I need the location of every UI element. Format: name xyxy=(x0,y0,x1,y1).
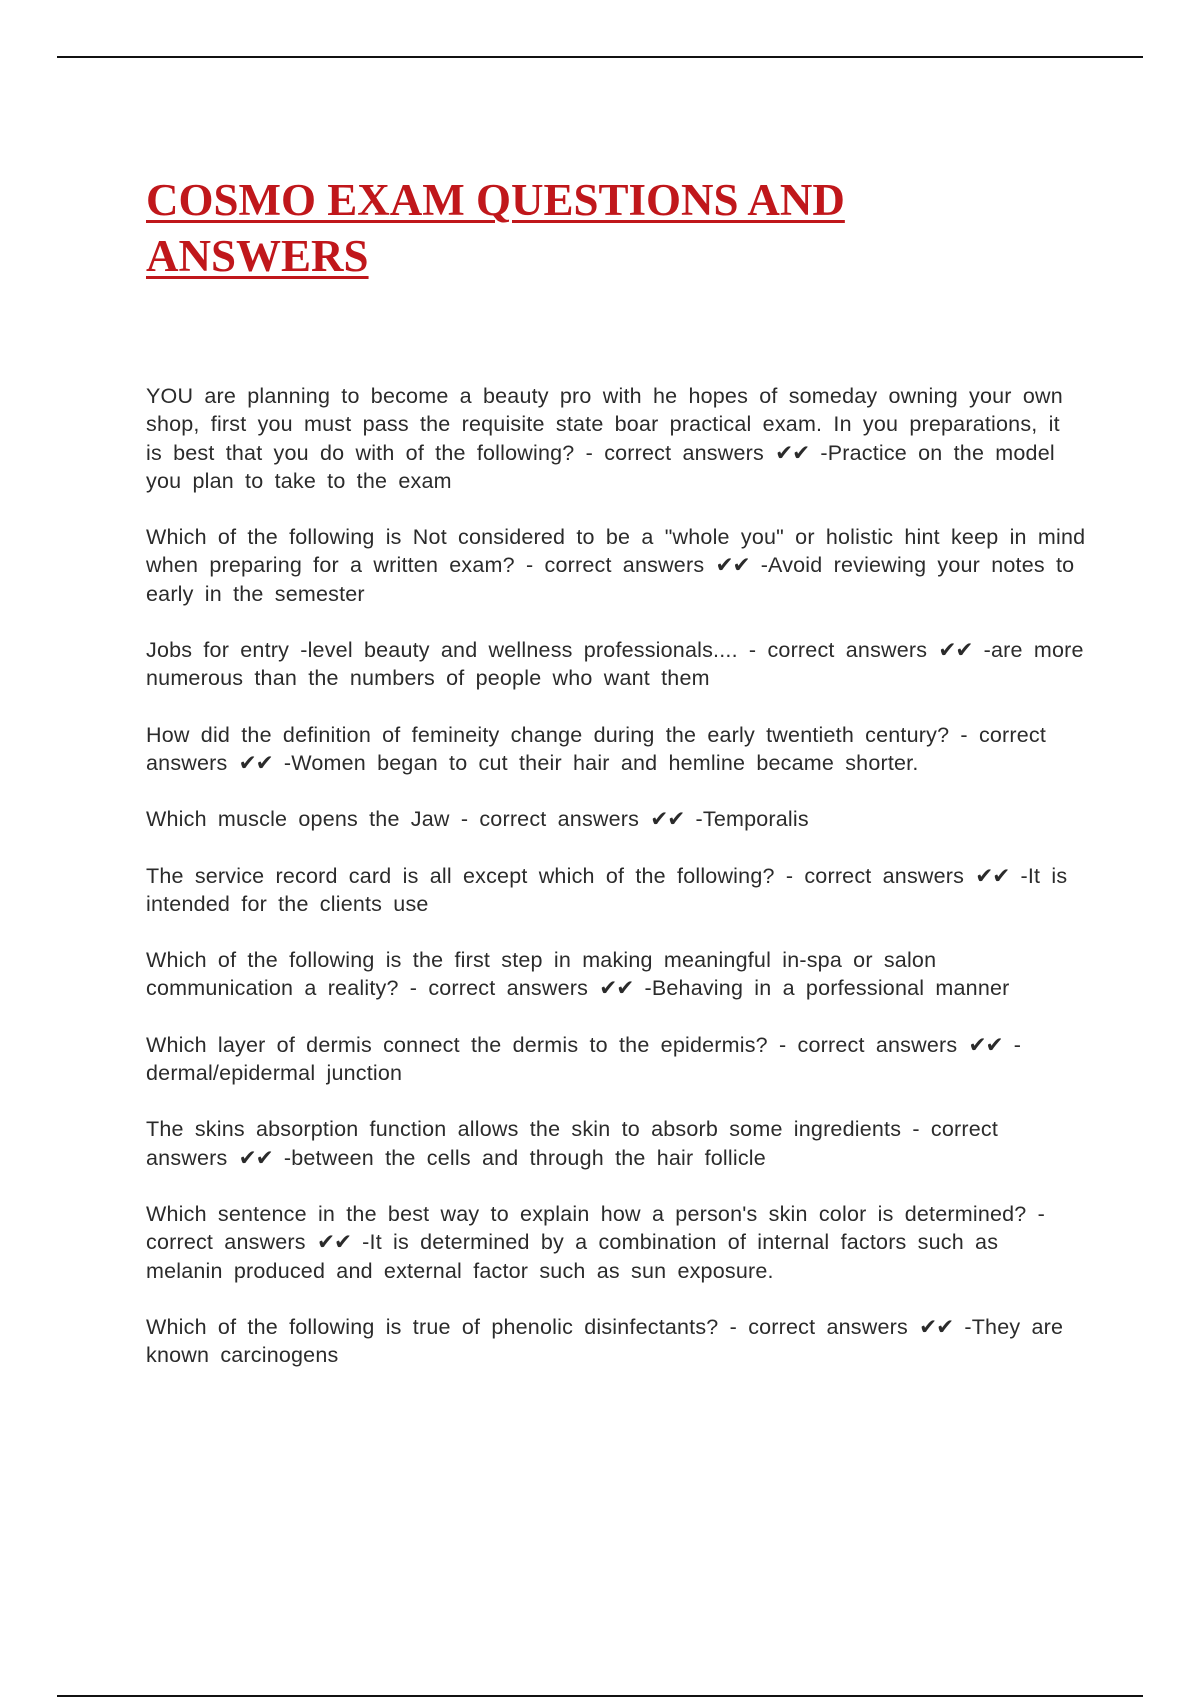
answer-prefix: correct answers xyxy=(428,976,589,1001)
checkmark-icon: ✔✔ xyxy=(238,1145,273,1170)
checkmark-icon: ✔✔ xyxy=(968,1032,1003,1057)
checkmark-icon: ✔✔ xyxy=(775,440,810,465)
question-text: The skins absorption function allows the skin to absorb some ingredients xyxy=(146,1117,902,1142)
answer-text: -between the cells and through the hair follicle xyxy=(283,1145,766,1170)
checkmark-icon: ✔✔ xyxy=(238,750,273,775)
answer-prefix: correct answers xyxy=(604,440,764,465)
qa-item: The service record card is all except which of the following? - correct answers ✔✔ -It is intended for the clients use xyxy=(146,863,1068,916)
answer-prefix: correct answers xyxy=(544,553,705,578)
qa-item: YOU are planning to become a beauty pro with he hopes of someday owning your own shop, first you must pass the requisite state boar practical exam. In you preparations, it is best that you do with of the following? - correct answers ✔✔ -Practice on the model you plan to take to the exam xyxy=(146,384,1063,493)
question-text: How did the definition of femineity change during the early twentieth century? xyxy=(146,722,950,747)
qa-item: Which muscle opens the Jaw - correct answers ✔✔ -Temporalis xyxy=(146,807,809,832)
answer-text: -It is intended for the clients use xyxy=(146,863,1068,916)
question-text: Which layer of dermis connect the dermis to the epidermis? xyxy=(146,1032,768,1057)
answer-prefix: correct answers xyxy=(479,807,640,832)
answer-prefix: correct answers xyxy=(804,863,965,888)
question-text: Which of the following is the first step in making meaningful in-spa or salon communication a reality? xyxy=(146,948,937,1001)
answer-prefix: correct answers xyxy=(146,1230,306,1255)
qa-item: Which of the following is the first step in making meaningful in-spa or salon communication a reality? - correct answers ✔✔ -Behaving in a porfessional manner xyxy=(146,948,1010,1001)
answer-text: -Avoid reviewing your notes to early in the semester xyxy=(146,553,1075,606)
answer-text: -Practice on the model you plan to take to the exam xyxy=(146,440,1055,493)
answer-prefix: correct answers xyxy=(146,722,1047,775)
answer-prefix: correct answers xyxy=(797,1032,958,1057)
answer-text: -Women began to cut their hair and hemline became shorter. xyxy=(283,750,919,775)
question-text: Which sentence in the best way to explain how a person's skin color is determined? xyxy=(146,1201,1027,1226)
document-page xyxy=(146,172,1086,1397)
qa-item: Which of the following is true of phenolic disinfectants? - correct answers ✔✔ -They are known carcinogens xyxy=(146,1314,1064,1368)
checkmark-icon: ✔✔ xyxy=(938,638,973,663)
qa-item: How did the definition of femineity change during the early twentieth century? - correct answers ✔✔ -Women began to cut their hair and hemline became shorter. xyxy=(146,722,1047,775)
qa-item: The skins absorption function allows the skin to absorb some ingredients - correct answers ✔✔ -between the cells and through the hair follicle xyxy=(146,1117,998,1170)
checkmark-icon: ✔✔ xyxy=(919,1314,954,1339)
checkmark-icon: ✔✔ xyxy=(599,976,634,1001)
header-rule xyxy=(57,56,1143,58)
qa-item: Which of the following is Not considered to be a "whole you" or holistic hint keep in mind when preparing for a written exam? - correct answers ✔✔ -Avoid reviewing your notes to early in the semester xyxy=(146,525,1086,606)
answer-prefix: correct answers xyxy=(146,1117,998,1170)
qa-item: Which layer of dermis connect the dermis to the epidermis? - correct answers ✔✔ -dermal/epidermal junction xyxy=(146,1032,1022,1086)
question-text: Which muscle opens the Jaw xyxy=(146,807,450,832)
answer-text: -dermal/epidermal junction xyxy=(146,1032,1022,1086)
checkmark-icon: ✔✔ xyxy=(975,863,1010,888)
answer-text: -are more numerous than the numbers of people who want them xyxy=(146,638,1084,691)
checkmark-icon: ✔✔ xyxy=(316,1230,351,1255)
question-text: The service record card is all except which of the following? xyxy=(146,863,775,888)
answer-prefix: correct answers xyxy=(748,1314,908,1339)
answer-text: -Temporalis xyxy=(695,807,809,832)
qa-list xyxy=(146,382,1086,1369)
footer-rule xyxy=(57,1695,1143,1697)
question-text: Which of the following is Not considered to be a "whole you" or holistic hint keep in mind when preparing for a written exam? xyxy=(146,525,1086,578)
answer-text: -They are known carcinogens xyxy=(146,1314,1064,1368)
answer-prefix: correct answers xyxy=(767,638,928,663)
document-title: COSMO EXAM QUESTIONS AND ANSWERS xyxy=(146,175,845,281)
answer-text: -It is determined by a combination of internal factors such as melanin produced and external factor such as sun exposure. xyxy=(146,1230,999,1283)
question-text: Which of the following is true of phenolic disinfectants? xyxy=(146,1314,719,1339)
checkmark-icon: ✔✔ xyxy=(650,807,685,832)
question-text: YOU are planning to become a beauty pro with he hopes of someday owning your own shop, first you must pass the requisite state boar practical exam. In you preparations, it is best that you do with of the following? xyxy=(146,384,1063,465)
qa-item: Jobs for entry -level beauty and wellness professionals.... - correct answers ✔✔ -are more numerous than the numbers of people who want them xyxy=(146,638,1084,691)
checkmark-icon: ✔✔ xyxy=(715,553,750,578)
answer-text: -Behaving in a porfessional manner xyxy=(644,976,1010,1001)
qa-item: Which sentence in the best way to explain how a person's skin color is determined? - correct answers ✔✔ -It is determined by a combination of internal factors such as melanin produced and external factor such as sun exposure. xyxy=(146,1201,1057,1283)
question-text: Jobs for entry -level beauty and wellness professionals.... xyxy=(146,638,738,663)
